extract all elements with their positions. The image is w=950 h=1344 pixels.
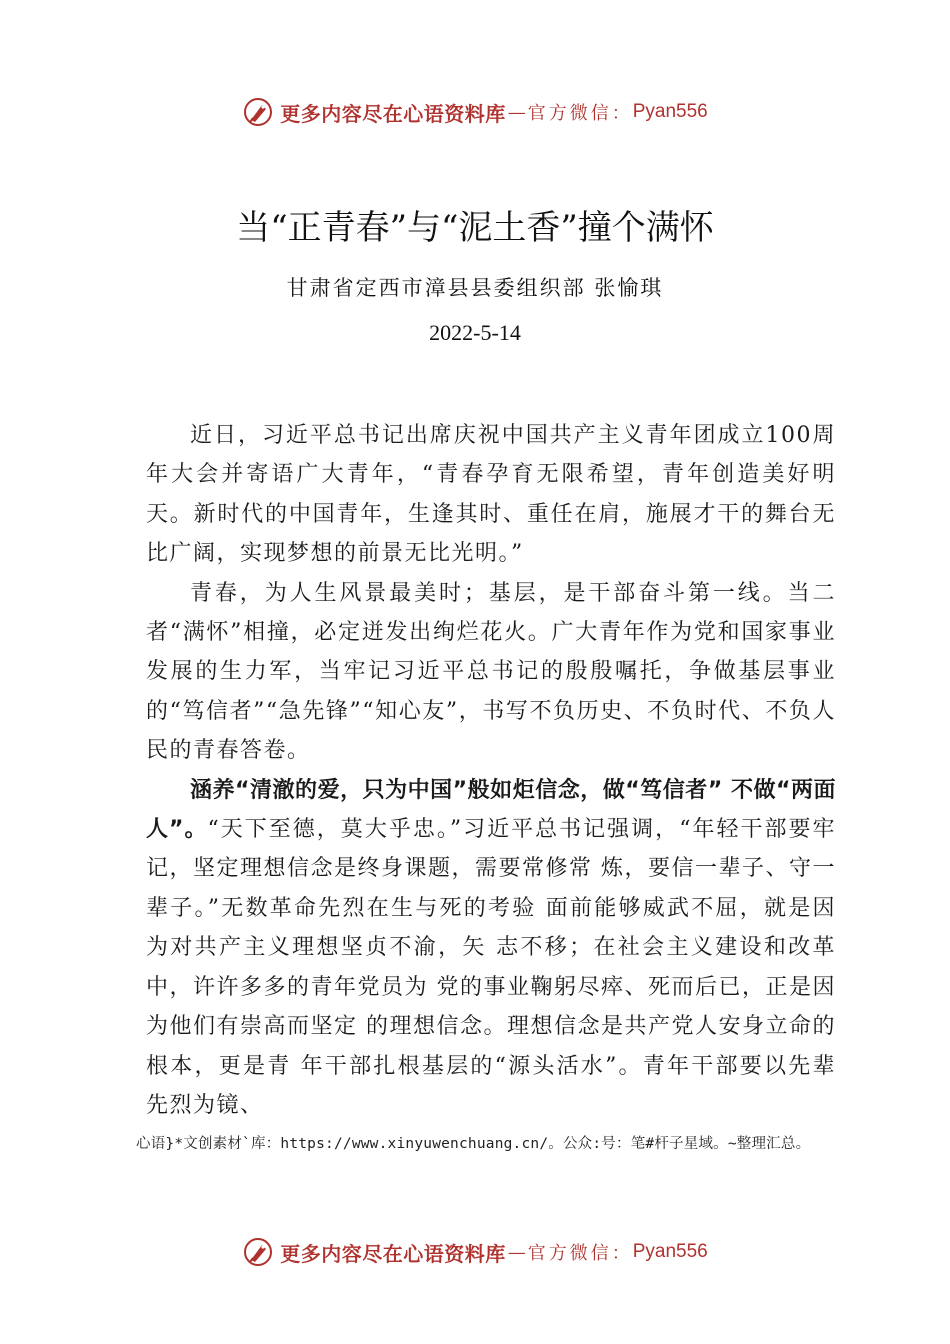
banner-wechat-label: 官方微信： [527,1243,633,1264]
footnote: 心语}*文创素材`库：https://www.xinyuwenchuang.cn/。公众:号：笔#杆子星域。~整理汇总。 [136,1136,811,1152]
paragraph-3-text: “天下至德，莫大乎忠。”习近平总书记强调，“年轻干部要牢记，坚定理想信念是终身课题，需要常修常 炼，要信一辈子、守一辈子。”无数革命先烈在生与死的考验 面前能够威武不屈，就是因为对共产主义理想坚贞不渝，矢 志不移；在社会主义建设和改革中，许许多多的青年党员为 党的事业鞠躬尽瘁、死而后已，正是因为他们有崇高而坚定 的理想信念。理想信念是共产党人安身立命的根本，更是青 年干部扎根基层的“源头活水”。青年干部要以先辈先烈为镜、 [146,817,836,1118]
paragraph-2: 青春，为人生风景最美时；基层，是干部奋斗第一线。当二者“满怀”相撞，必定迸发出绚烂花火。广大青年作为党和国家事业发展的生力军，当牢记习近平总书记的殷殷嘱托，争做基层事业的“笃信者”“急先锋”“知心友”，书写不负历史、不负时代、不负人民的青春答卷。 [146,580,836,764]
paragraph-1: 近日，习近平总书记出席庆祝中国共产主义青年团成立100周年大会并寄语广大青年，“青春孕育无限希望，青年创造美好明天。新时代的中国青年，生逢其时、重任在肩，施展才干的舞台无比广阔，实现梦想的前景无比光明。” [146,423,836,567]
banner-brand: 更多内容尽在心语资料库 [280,1241,506,1266]
banner-account: Pyan556 [632,101,708,122]
banner-brand: 更多内容尽在心语资料库 [280,101,506,126]
document-body [146,416,836,1125]
banner-dash: — [507,101,526,123]
document-author: 甘肃省定西市漳县县委组织部 张愉琪 [286,276,664,300]
banner-dash: — [507,1241,526,1263]
banner-wechat-label: 官方微信： [527,103,633,124]
pen-nib-logo-icon [242,1236,274,1268]
header-watermark-banner [0,92,950,132]
paragraph-3 [146,771,836,1126]
banner-account: Pyan556 [632,1241,708,1262]
document-date: 2022-5-14 [429,320,521,345]
paragraph-3-heading: 涵养“清澈的爱，只为中国”般如炬信念，做“笃信者” 不做“两面人”。 [146,777,836,843]
pen-nib-logo-icon [242,96,274,128]
footer-watermark-banner [0,1232,950,1272]
document-title: 当“正青春”与“泥土香”撞个满怀 [236,208,714,248]
